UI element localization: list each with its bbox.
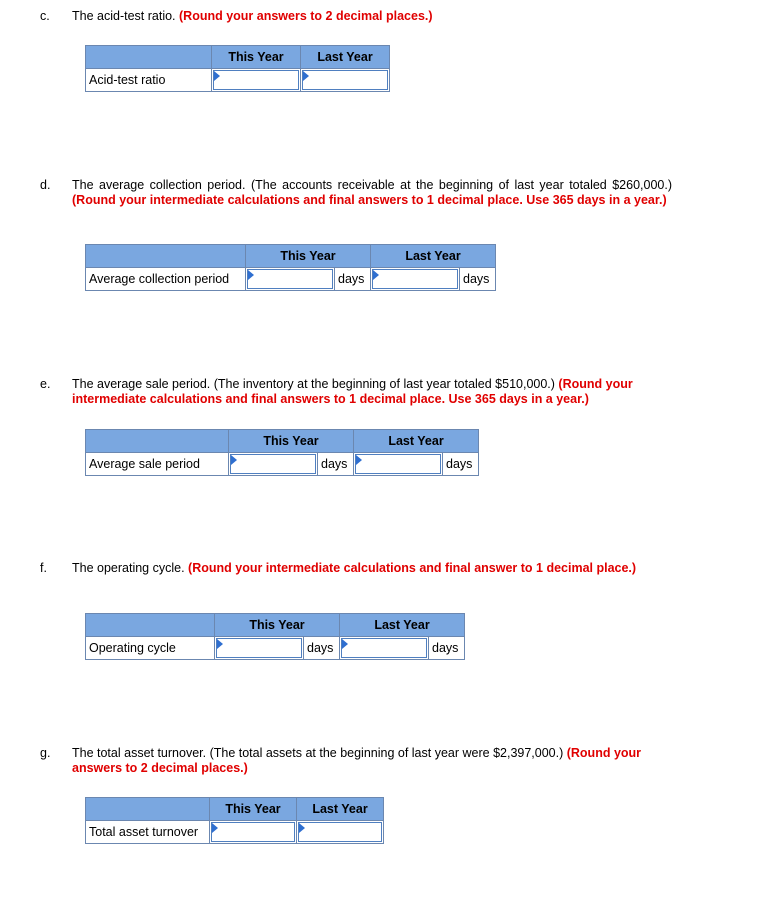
last-year-input[interactable] xyxy=(372,269,458,289)
average-sale-table xyxy=(85,429,479,476)
header-this-year: This Year xyxy=(212,46,301,69)
header-blank xyxy=(86,430,229,453)
header-blank xyxy=(86,798,210,821)
this-year-input[interactable] xyxy=(211,822,295,842)
last-year-input[interactable] xyxy=(355,454,441,474)
question-instruction: (Round your intermediate calculations and final answers to 1 decimal place. Use 365 days in a year.) xyxy=(72,377,633,406)
this-year-input[interactable] xyxy=(230,454,316,474)
question-text: The total asset turnover. (The total assets at the beginning of last year were $2,397,000.) xyxy=(72,746,567,760)
question-instruction: (Round your answers to 2 decimal places.) xyxy=(72,746,642,775)
header-this-year: This Year xyxy=(246,245,371,268)
header-last-year: Last Year xyxy=(371,245,496,268)
question-e xyxy=(40,377,672,407)
header-this-year: This Year xyxy=(229,430,354,453)
question-letter: e. xyxy=(40,377,51,391)
question-f xyxy=(40,561,672,576)
question-g xyxy=(40,746,672,776)
question-instruction: (Round your answers to 2 decimal places.) xyxy=(179,9,433,23)
last-year-input[interactable] xyxy=(302,70,388,90)
question-text: The operating cycle. xyxy=(72,561,189,575)
last-year-input[interactable] xyxy=(298,822,382,842)
question-c xyxy=(40,9,672,24)
unit-days: days xyxy=(335,268,371,291)
question-letter: g. xyxy=(40,746,51,760)
question-text: The average sale period. (The inventory at the beginning of last year totaled $510,000.) xyxy=(72,377,559,391)
row-label: Average sale period xyxy=(86,453,229,476)
header-last-year: Last Year xyxy=(340,614,465,637)
row-label: Average collection period xyxy=(86,268,246,291)
question-d xyxy=(40,178,672,208)
question-letter: f. xyxy=(40,561,47,575)
header-this-year: This Year xyxy=(215,614,340,637)
this-year-input[interactable] xyxy=(216,638,302,658)
question-text: The average collection period. (The accounts receivable at the beginning of last year totaled $260,000.) xyxy=(72,178,672,192)
question-letter: c. xyxy=(40,9,50,23)
average-collection-table xyxy=(85,244,496,291)
question-instruction: (Round your intermediate calculations and final answers to 1 decimal place. Use 365 days in a year.) xyxy=(72,193,667,207)
header-blank xyxy=(86,245,246,268)
operating-cycle-table xyxy=(85,613,465,660)
header-blank xyxy=(86,46,212,69)
row-label: Acid-test ratio xyxy=(86,69,212,92)
last-year-input[interactable] xyxy=(341,638,427,658)
acid-test-table xyxy=(85,45,390,92)
question-text: The acid-test ratio. xyxy=(72,9,179,23)
unit-days: days xyxy=(318,453,354,476)
header-last-year: Last Year xyxy=(301,46,390,69)
this-year-input[interactable] xyxy=(247,269,333,289)
this-year-input[interactable] xyxy=(213,70,299,90)
question-letter: d. xyxy=(40,178,51,192)
unit-days: days xyxy=(443,453,479,476)
row-label: Operating cycle xyxy=(86,637,215,660)
question-instruction: (Round your intermediate calculations and final answer to 1 decimal place.) xyxy=(188,561,637,575)
unit-days: days xyxy=(460,268,496,291)
unit-days: days xyxy=(429,637,465,660)
header-last-year: Last Year xyxy=(297,798,384,821)
row-label: Total asset turnover xyxy=(86,821,210,844)
header-blank xyxy=(86,614,215,637)
total-asset-turnover-table xyxy=(85,797,384,844)
unit-days: days xyxy=(304,637,340,660)
header-last-year: Last Year xyxy=(354,430,479,453)
header-this-year: This Year xyxy=(210,798,297,821)
